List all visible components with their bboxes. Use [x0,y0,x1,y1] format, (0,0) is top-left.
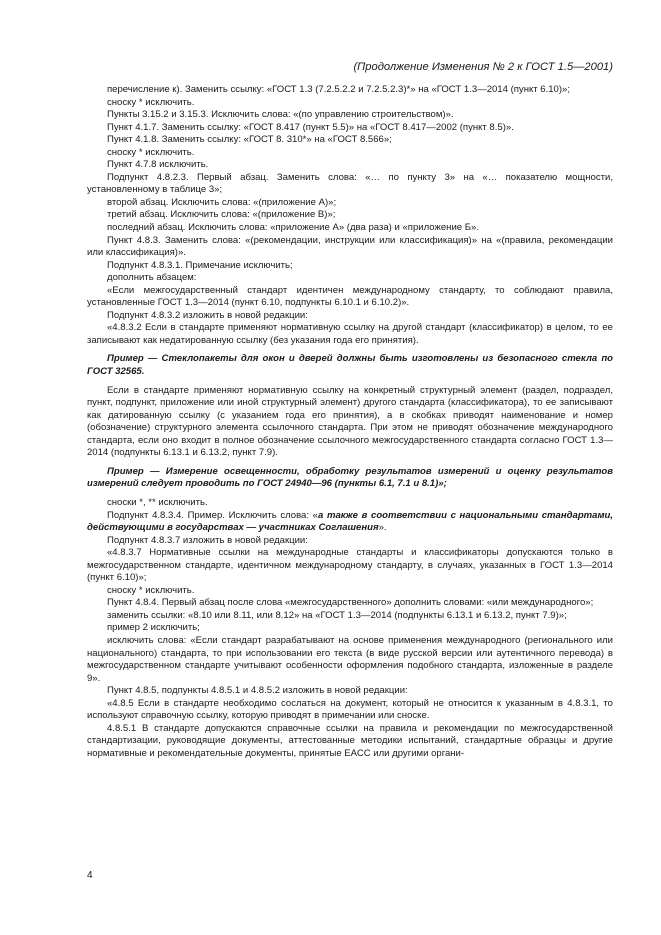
paragraph: Пункт 4.1.7. Заменить ссылку: «ГОСТ 8.417 (пункт 5.5)» на «ГОСТ 8.417—2002 (пункт 8.5)». [107,121,514,133]
paragraph: заменить ссылки: «8.10 или 8.11, или 8.12» на «ГОСТ 1.3—2014 (подпункты 6.13.1 и 6.13.2, пункт 7.9)»; [107,609,567,621]
paragraph: Подпункт 4.8.3.1. Примечание исключить; [107,259,293,271]
page-number: 4 [87,870,93,881]
paragraph: третий абзац. Исключить слова: «(приложение В)»; [107,209,336,221]
paragraph: «4.8.3.7 Нормативные ссылки на международные стандарты и классификаторы допускаются только в межгосударственном стандарте, идентичном международному стандарту, в случаях, указанных в ГОСТ 1.3—2014 (пункт 6.10)»; [87,547,613,584]
paragraph: сноску * исключить. [107,584,195,596]
paragraph-bold-phrase: а также в соответствии с национальными стандартами, действующими в государствах — участниках Соглашения [87,509,613,534]
paragraph: пример 2 исключить; [107,622,200,634]
paragraph: Пункт 4.8.5, подпункты 4.8.5.1 и 4.8.5.2 изложить в новой редакции: [107,685,408,697]
paragraph: перечисление к). Заменить ссылку: «ГОСТ 1.3 (7.2.5.2.2 и 7.2.5.2.3)*» на «ГОСТ 1.3—2014 (пункт 6.10)»; [107,84,571,95]
paragraph: сноски *, ** исключить. [107,496,208,508]
paragraph-lead: Подпункт 4.8.3.4. Пример. Исключить слова: « [107,509,318,521]
document-body [87,84,613,760]
running-header: (Продолжение Изменения № 2 к ГОСТ 1.5—2001) [353,61,613,73]
paragraph: Пункт 4.8.4. Первый абзац после слова «межгосударственного» дополнить словами: «или международного»; [107,597,594,609]
paragraph: второй абзац. Исключить слова: «(приложение А)»; [107,196,337,208]
paragraph: Подпункт 4.8.3.7 изложить в новой редакции: [107,534,308,546]
paragraph: «4.8.3.2 Если в стандарте применяют нормативную ссылку на другой стандарт (классификатор) в целом, то ее записывают как недатированную ссылку (без указания года его принятия). [87,322,613,346]
paragraph: «Если межгосударственный стандарт идентичен международному стандарту, то соблюдают правила, установленные ГОСТ 1.3—2014 (пункт 6.10, подпункты 6.10.1 и 6.10.2)». [87,284,613,309]
paragraph: дополнить абзацем: [107,272,197,284]
paragraph-tail: ». [378,522,387,534]
example-paragraph: Пример — Стеклопакеты для окон и дверей должны быть изготовлены из безопасного стекла по ГОСТ 32565. [87,353,613,378]
paragraph: Если в стандарте применяют нормативную ссылку на конкретный структурный элемент (раздел, подраздел, пункт, подпункт, приложение или иной структурный элемент) другого стандарта (классификатора), то ее записывают как датированную ссылку (с указанием года его принятия), а в скобках приводят наименование и номер (обозначение) структурного элемента ссылочного стандарта. При этом не приводят обозначение международного стандарта, если оно входит в полное обозначение ссылочного межгосударственного стандарта согласно ГОСТ 1.3—2014 (подпункты 6.13.1 и 6.13.2, пункт 7.9). [87,384,613,459]
example-paragraph: Пример — Измерение освещенности, обработку результатов измерений и оценку результатов измерений следует проводить по ГОСТ 24940—96 (пункты 6.1, 7.1 и 8.1)»; [87,465,613,490]
paragraph: Пункты 3.15.2 и 3.15.3. Исключить слова: «(по управлению строительством)». [107,109,454,121]
paragraph: Пункт 4.1.8. Заменить ссылку: «ГОСТ 8. 310*» на «ГОСТ 8.566»; [107,134,392,146]
paragraph: сноску * исключить. [107,146,195,158]
paragraph: Подпункт 4.8.2.3. Первый абзац. Заменить слова: «… по пункту 3» на «… показателю мощности, установленному в таблице 3»; [87,171,613,196]
paragraph: сноску * исключить. [107,96,195,108]
paragraph: «4.8.5 Если в стандарте необходимо сослаться на документ, который не относится к указанным в 4.8.3.1, то используют справочную ссылку, которую приводят в примечании или сноске. [87,697,613,722]
paragraph: 4.8.5.1 В стандарте допускаются справочные ссылки на правила и рекомендации по межгосударственной стандартизации, руководящие документы, аттестованные методики испытаний, стандартные образцы и другие нормативные и рекомендательные документы, принятые ЕАСС или другими органи- [87,722,613,759]
paragraph [87,510,613,535]
paragraph: Подпункт 4.8.3.2 изложить в новой редакции: [107,309,308,321]
paragraph: Пункт 4.8.3. Заменить слова: «(рекомендации, инструкции или классификация)» на «(правила, рекомендации или классификация)». [87,234,613,259]
paragraph: Пункт 4.7.8 исключить. [107,159,209,171]
paragraph: последний абзац. Исключить слова: «приложение А» (два раза) и «приложение Б». [107,222,479,234]
paragraph: исключить слова: «Если стандарт разрабатывают на основе применения международного (регионального или национального) стандарта, то при использовании его текста (в виде русской версии или аутентичного перевода) в межгосударственном стандарте учитывают особенности оформления подобного стандарта, изложенные в разделе 9». [87,634,613,684]
